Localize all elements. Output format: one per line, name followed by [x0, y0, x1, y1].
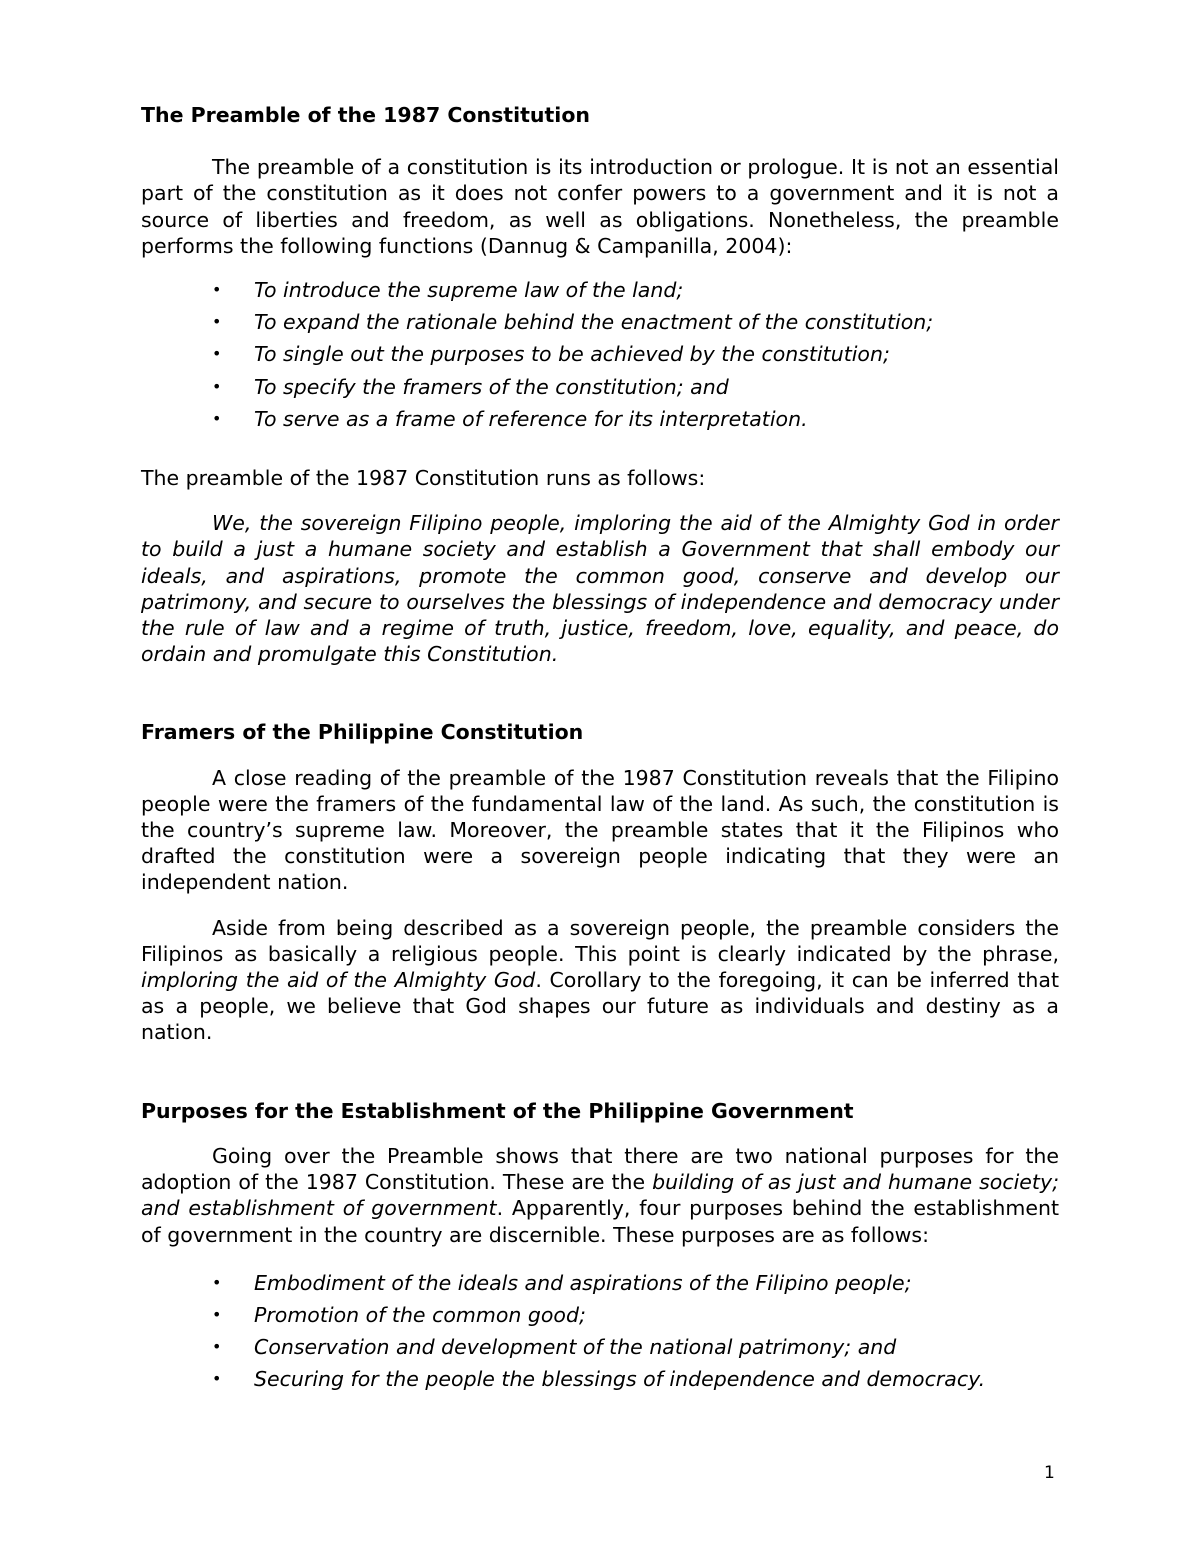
paragraph-purposes: Going over the Preamble shows that there are two national purposes for the adoption of the 1987 Constitution. These are the building of as just and humane society; and establishment of government. Apparently, four purposes behind the establishment of government in the country are discernible. These purposes are as follows:: [141, 1143, 1059, 1247]
list-item: • Embodiment of the ideals and aspirations of the Filipino people;: [141, 1267, 1059, 1299]
paragraph-preamble-follows: The preamble of the 1987 Constitution runs as follows:: [141, 466, 706, 491]
bullet-icon: •: [212, 376, 222, 396]
list-item: • To introduce the supreme law of the land;: [141, 274, 1059, 306]
bullet-icon: •: [212, 408, 222, 428]
bullet-icon: •: [212, 1304, 222, 1324]
list-item: • Conservation and development of the national patrimony; and: [141, 1331, 1059, 1363]
section-title-preamble: The Preamble of the 1987 Constitution: [141, 103, 591, 127]
preamble-quote: We, the sovereign Filipino people, imploring the aid of the Almighty God in order to build a just a humane society and establish a Government that shall embody our ideals, and aspirations, promote the common good, conserve and develop our patrimony, and secure to ourselves the blessings of independence and democracy under the rule of law and a regime of truth, justice, freedom, love, equality, and peace, do ordain and promulgate this Constitution.: [141, 511, 1059, 667]
purposes-list: [141, 1267, 1059, 1396]
bullet-icon: •: [212, 312, 222, 332]
paragraph-preamble-intro: The preamble of a constitution is its introduction or prologue. It is not an essential part of the constitution as it does not confer powers to a government and it is not a source of liberties and freedom, as well as obligations. Nonetheless, the preamble performs the following functions (Dannug & Campanilla, 2004):: [141, 155, 1059, 258]
bullet-icon: •: [212, 1369, 222, 1389]
bullet-icon: •: [212, 1272, 222, 1292]
bullet-icon: •: [212, 344, 222, 364]
bullet-icon: •: [212, 1337, 222, 1357]
paragraph-framers: A close reading of the preamble of the 1987 Constitution reveals that the Filipino people were the framers of the fundamental law of the land. As such, the constitution is the country’s supreme law. Moreover, the preamble states that it the Filipinos who drafted the constitution were a sovereign people indicating that they were an independent nation.: [141, 765, 1059, 895]
list-item: • To serve as a frame of reference for its interpretation.: [141, 403, 1059, 435]
section-title-framers: Framers of the Philippine Constitution: [141, 720, 584, 745]
functions-list: [141, 274, 1059, 435]
list-item: • To single out the purposes to be achieved by the constitution;: [141, 338, 1059, 370]
paragraph-religious: Aside from being described as a sovereign people, the preamble considers the Filipinos as basically a religious people. This point is clearly indicated by the phrase, imploring the aid of the Almighty God. Corollary to the foregoing, it can be inferred that as a people, we believe that God shapes our future as individuals and destiny as a nation.: [141, 915, 1059, 1045]
section-title-purposes: Purposes for the Establishment of the Philippine Government: [141, 1098, 854, 1123]
page-number: 1: [1044, 1463, 1055, 1483]
list-item: • Promotion of the common good;: [141, 1299, 1059, 1331]
bullet-icon: •: [212, 280, 222, 300]
list-item: • To specify the framers of the constitution; and: [141, 371, 1059, 403]
list-item: • To expand the rationale behind the enactment of the constitution;: [141, 306, 1059, 338]
document-page: [141, 102, 1059, 1396]
list-item: • Securing for the people the blessings of independence and democracy.: [141, 1363, 1059, 1395]
